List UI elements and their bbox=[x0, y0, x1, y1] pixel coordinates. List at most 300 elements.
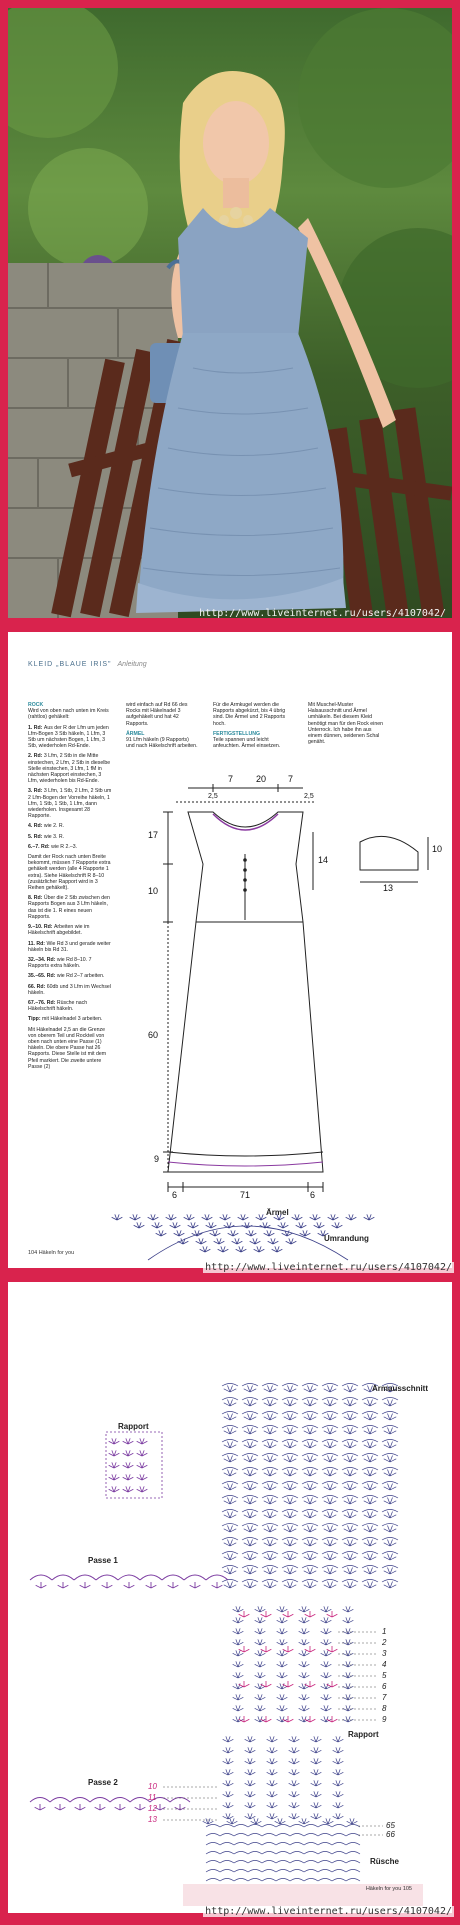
chain-arc bbox=[302, 1510, 318, 1513]
stitch-line bbox=[197, 1233, 202, 1236]
stitch-line bbox=[205, 1249, 210, 1252]
stitch-line bbox=[369, 1214, 371, 1220]
stitch-line bbox=[187, 1214, 189, 1220]
stitch-line bbox=[115, 1214, 117, 1220]
stitch-line bbox=[179, 1230, 181, 1236]
border-chart-label: Umrandung bbox=[324, 1234, 369, 1243]
chain-arc bbox=[342, 1398, 358, 1401]
stitch-line bbox=[157, 1222, 159, 1228]
chain-arc bbox=[322, 1412, 338, 1415]
chain-arc bbox=[276, 1861, 290, 1864]
stitch-line bbox=[210, 1233, 215, 1236]
chain-arc bbox=[140, 1575, 162, 1580]
chain-arc bbox=[382, 1510, 398, 1513]
chain-arc bbox=[362, 1538, 378, 1541]
chain-arc bbox=[276, 1843, 290, 1846]
chain-arc bbox=[242, 1426, 258, 1429]
stitch-line bbox=[296, 1225, 301, 1228]
chain-arc bbox=[276, 1834, 290, 1837]
stitch-line bbox=[283, 1614, 288, 1617]
chain-arc bbox=[282, 1510, 298, 1513]
chain-arc bbox=[276, 1879, 290, 1882]
chain-arc bbox=[262, 1398, 278, 1401]
chain-arc bbox=[222, 1552, 238, 1555]
chain-arc bbox=[242, 1496, 258, 1499]
chain-arc bbox=[262, 1454, 278, 1457]
stitch-line bbox=[214, 1241, 219, 1244]
chain-arc bbox=[222, 1524, 238, 1527]
stitch-line bbox=[95, 1807, 100, 1810]
stitch-line bbox=[283, 1225, 288, 1228]
sleeve-outline bbox=[148, 1226, 348, 1260]
stitch-line bbox=[215, 1233, 220, 1236]
chain-arc bbox=[130, 1798, 150, 1803]
stitch-line bbox=[140, 1807, 145, 1810]
chain-arc bbox=[242, 1384, 258, 1387]
stitch-line bbox=[173, 1585, 178, 1588]
chain-arc bbox=[322, 1426, 338, 1429]
stitch-line bbox=[189, 1214, 191, 1220]
stitch-line bbox=[287, 1233, 292, 1236]
dim-height-2: 10 bbox=[148, 886, 159, 896]
stitch-line bbox=[211, 1222, 213, 1228]
chain-arc bbox=[382, 1440, 398, 1443]
stitch-line bbox=[213, 1230, 215, 1236]
stitch-line bbox=[135, 1807, 140, 1810]
stitch-line bbox=[100, 1807, 105, 1810]
chain-arc bbox=[234, 1843, 248, 1846]
chain-arc bbox=[332, 1861, 346, 1864]
stitch-line bbox=[337, 1222, 339, 1228]
stitch-line bbox=[107, 1585, 112, 1588]
chain-arc bbox=[346, 1843, 360, 1846]
chain-arc bbox=[322, 1538, 338, 1541]
dim-shoulder-2: 2,5 bbox=[304, 793, 314, 800]
stitch-line bbox=[178, 1241, 183, 1244]
stitch-line bbox=[331, 1214, 333, 1220]
chain-arc bbox=[220, 1852, 234, 1855]
instruction-text: wie 3. R. bbox=[43, 833, 65, 840]
stitch-line bbox=[195, 1585, 200, 1588]
chain-arc bbox=[220, 1825, 234, 1828]
stitch-line bbox=[58, 1585, 63, 1588]
instruction-paragraph bbox=[28, 1027, 112, 1070]
stitch-line bbox=[211, 1225, 216, 1228]
photo-illustration bbox=[8, 8, 452, 618]
chain-arc bbox=[262, 1843, 276, 1846]
stitch-line bbox=[175, 1222, 177, 1228]
stitch-line bbox=[288, 1684, 293, 1687]
stitch-line bbox=[233, 1230, 235, 1236]
stitch-line bbox=[297, 1217, 302, 1220]
chain-arc bbox=[382, 1580, 398, 1583]
stitch-line bbox=[286, 1241, 291, 1244]
instruction-paragraph bbox=[28, 854, 112, 891]
chain-arc bbox=[302, 1552, 318, 1555]
instruction-paragraph bbox=[28, 725, 112, 750]
stitch-line bbox=[263, 1222, 265, 1228]
instruction-text: Aus der R der Lfm um jeden Lfm-Bogen 3 Stb häkeln, 1 Lfm, 3 Stb um nächsten Bogen, 1 Lfm, 3 Stb, wiederholen Rd-Ende. bbox=[28, 724, 109, 750]
row-number: 2 bbox=[382, 1638, 387, 1647]
chain-arc bbox=[276, 1870, 290, 1873]
chain-arc bbox=[262, 1468, 278, 1471]
stitch-line bbox=[192, 1233, 197, 1236]
chain-arc bbox=[262, 1852, 276, 1855]
chain-arc bbox=[342, 1538, 358, 1541]
chain-arc bbox=[220, 1834, 234, 1837]
chain-arc bbox=[322, 1566, 338, 1569]
stitch-line bbox=[364, 1217, 369, 1220]
chain-arc bbox=[342, 1552, 358, 1555]
chain-arc bbox=[262, 1870, 276, 1873]
stitch-line bbox=[233, 1233, 238, 1236]
instruction-paragraph bbox=[28, 753, 112, 784]
chain-arc bbox=[322, 1440, 338, 1443]
chain-arc bbox=[318, 1834, 332, 1837]
chain-arc bbox=[302, 1496, 318, 1499]
stitch-line bbox=[335, 1222, 337, 1228]
stitch-line bbox=[228, 1233, 233, 1236]
chain-arc bbox=[382, 1566, 398, 1569]
stitch-line bbox=[241, 1246, 243, 1252]
stitch-line bbox=[277, 1249, 282, 1252]
stitch-line bbox=[201, 1241, 206, 1244]
stitch-line bbox=[346, 1217, 351, 1220]
chain-arc bbox=[248, 1825, 262, 1828]
stitch-line bbox=[102, 1585, 107, 1588]
stitch-line bbox=[215, 1230, 217, 1236]
stitch-line bbox=[139, 1225, 144, 1228]
stitch-line bbox=[190, 1585, 195, 1588]
stitch-line bbox=[319, 1222, 321, 1228]
chain-arc bbox=[304, 1852, 318, 1855]
stitch-line bbox=[201, 1238, 203, 1244]
stitch-line bbox=[205, 1246, 207, 1252]
chain-arc bbox=[242, 1482, 258, 1485]
stitch-line bbox=[120, 1807, 125, 1810]
row-number: 9 bbox=[382, 1715, 387, 1724]
stitch-line bbox=[244, 1719, 249, 1722]
instruction-text: 3 Lfm, 1 Stb, 2 Lfm, 2 Stb um 2 Lfm-Bogen der Vorreihe häkeln, 1 Lfm, 1 Stb, 1 Stb, 1 Lfm, dann wiederholen. Insgesamt 28 Rapporte. bbox=[28, 788, 112, 820]
instruction-text: Damit der Rock nach unten Breite bekommt, müssen 7 Rapporte extra gehäkelt werden (alle 4 Rapporte 1 extra). Siehe Häkelschrift R 8–10 (zusätzlicher Rapport wird in 3 Reihen gehäkelt). bbox=[28, 854, 111, 892]
chain-arc bbox=[234, 1861, 248, 1864]
chain-arc bbox=[302, 1426, 318, 1429]
stitch-line bbox=[173, 1222, 175, 1228]
chain-arc bbox=[382, 1454, 398, 1457]
chain-arc bbox=[242, 1412, 258, 1415]
stitch-line bbox=[174, 1233, 179, 1236]
row-number: 5 bbox=[382, 1671, 387, 1680]
stitch-line bbox=[249, 1230, 251, 1236]
stitch-line bbox=[251, 1233, 256, 1236]
chain-arc bbox=[262, 1825, 276, 1828]
chain-arc bbox=[382, 1468, 398, 1471]
stitch-line bbox=[153, 1214, 155, 1220]
stitch-line bbox=[239, 1246, 241, 1252]
chain-arc bbox=[206, 1843, 220, 1846]
chain-arc bbox=[162, 1575, 184, 1580]
chain-arc bbox=[282, 1440, 298, 1443]
row-number: 1 bbox=[382, 1627, 387, 1636]
page3-watermark: http://www.liveinternet.ru/users/4107042/ bbox=[205, 1906, 452, 1917]
stitch-line bbox=[206, 1225, 211, 1228]
stitch-line bbox=[153, 1217, 158, 1220]
stitch-line bbox=[251, 1230, 253, 1236]
chain-arc bbox=[318, 1843, 332, 1846]
chain-arc bbox=[362, 1510, 378, 1513]
stitch-line bbox=[245, 1222, 247, 1228]
stitch-line bbox=[301, 1222, 303, 1228]
stitch-line bbox=[229, 1222, 231, 1228]
chain-arc bbox=[262, 1566, 278, 1569]
chain-arc bbox=[248, 1879, 262, 1882]
chain-arc bbox=[346, 1861, 360, 1864]
stitch-line bbox=[291, 1238, 293, 1244]
chain-arc bbox=[222, 1384, 238, 1387]
chain-arc bbox=[90, 1798, 110, 1803]
chain-arc bbox=[382, 1482, 398, 1485]
stitch-line bbox=[180, 1807, 185, 1810]
chain-arc bbox=[282, 1538, 298, 1541]
chain-arc bbox=[276, 1825, 290, 1828]
stitch-line bbox=[241, 1214, 243, 1220]
dim-top-1: 7 bbox=[228, 774, 234, 784]
chain-arc bbox=[304, 1834, 318, 1837]
stitch-line bbox=[237, 1238, 239, 1244]
instruction-heading: FERTIGSTELLUNG bbox=[213, 730, 260, 737]
instruction-paragraph bbox=[126, 702, 198, 727]
chain-arc bbox=[346, 1834, 360, 1837]
stitch-line bbox=[183, 1241, 188, 1244]
chain-arc bbox=[248, 1861, 262, 1864]
instruction-text: Rüsche nach Häkelschrift häkeln. bbox=[28, 999, 88, 1013]
chain-arc bbox=[248, 1870, 262, 1873]
stitch-line bbox=[217, 1585, 222, 1588]
stitch-line bbox=[333, 1214, 335, 1220]
stitch-line bbox=[168, 1585, 173, 1588]
chain-arc bbox=[206, 1852, 220, 1855]
stitch-line bbox=[295, 1214, 297, 1220]
chain-arc bbox=[234, 1852, 248, 1855]
stitch-line bbox=[239, 1614, 244, 1617]
stitch-line bbox=[218, 1249, 223, 1252]
chain-arc bbox=[362, 1412, 378, 1415]
stitch-line bbox=[279, 1217, 284, 1220]
stitch-line bbox=[137, 1222, 139, 1228]
stitch-line bbox=[169, 1214, 171, 1220]
model-photo bbox=[8, 8, 452, 618]
crochet-chart-page bbox=[8, 1282, 452, 1913]
stitch-line bbox=[369, 1217, 374, 1220]
row-number: 6 bbox=[382, 1682, 387, 1691]
stitch-line bbox=[200, 1249, 205, 1252]
chain-arc bbox=[262, 1510, 278, 1513]
instruction-heading: 9.–10. Rd: bbox=[28, 924, 54, 931]
stitch-line bbox=[310, 1614, 315, 1617]
stitch-line bbox=[285, 1230, 287, 1236]
instruction-paragraph bbox=[28, 834, 112, 840]
row-number: 12 bbox=[148, 1804, 157, 1813]
chain-arc bbox=[302, 1440, 318, 1443]
chain-arc bbox=[282, 1426, 298, 1429]
stitch-line bbox=[255, 1241, 260, 1244]
instruction-paragraph bbox=[28, 924, 112, 936]
chain-arc bbox=[342, 1412, 358, 1415]
chain-arc bbox=[290, 1825, 304, 1828]
row-number: 7 bbox=[382, 1693, 387, 1702]
dim-bottom-3: 6 bbox=[310, 1190, 316, 1200]
chain-arc bbox=[262, 1440, 278, 1443]
chain-arc bbox=[282, 1454, 298, 1457]
chain-arc bbox=[222, 1496, 238, 1499]
chain-arc bbox=[222, 1426, 238, 1429]
chain-arc bbox=[302, 1412, 318, 1415]
instruction-heading: 8. Rd: bbox=[28, 895, 44, 902]
label-rusche: Rüsche bbox=[370, 1857, 399, 1866]
chain-arc bbox=[206, 1834, 220, 1837]
stitch-line bbox=[332, 1684, 337, 1687]
instruction-text: wird einfach auf Rd 66 des Rocks mit Häkelnadel 3 aufgehäkelt und hat 42 Rapports. bbox=[126, 702, 188, 727]
label-armausschnitt: Armausschnitt bbox=[372, 1384, 429, 1393]
chain-arc bbox=[342, 1510, 358, 1513]
stitch-line bbox=[271, 1238, 273, 1244]
instruction-paragraph bbox=[28, 844, 112, 850]
stitch-line bbox=[272, 1249, 277, 1252]
stitch-line bbox=[337, 1225, 342, 1228]
stitch-line bbox=[289, 1238, 291, 1244]
chain-arc bbox=[242, 1398, 258, 1401]
stitch-line bbox=[219, 1238, 221, 1244]
stitch-line bbox=[151, 1585, 156, 1588]
instruction-text: mit Häkelnadel 3 arbeiten. bbox=[42, 1016, 103, 1023]
instruction-text: Wie Rd 3 und gerade weiter häkeln bis Rd 31. bbox=[28, 940, 111, 953]
chain-arc bbox=[304, 1879, 318, 1882]
label-passe-1: Passe 1 bbox=[88, 1556, 118, 1565]
stitch-line bbox=[161, 1230, 163, 1236]
instruction-paragraph bbox=[28, 984, 112, 996]
chain-arc bbox=[322, 1552, 338, 1555]
chain-arc bbox=[242, 1454, 258, 1457]
chain-arc bbox=[304, 1843, 318, 1846]
stitch-line bbox=[257, 1246, 259, 1252]
instruction-text: Mit Häkelnadel 2,5 an die Grenze von oberem Teil und Rockteil von oben nach unten eine Passe (1) häkeln. Die obere Passe hat 26 Rapports. Diese Stelle ist mit dem Pfeil markiert. Die zweite untere Passe (2) bbox=[28, 1026, 107, 1070]
chain-arc bbox=[242, 1566, 258, 1569]
chain-arc bbox=[322, 1398, 338, 1401]
chain-arc bbox=[220, 1870, 234, 1873]
text-column-1 bbox=[28, 702, 112, 1074]
stitch-line bbox=[152, 1225, 157, 1228]
row-number: 13 bbox=[148, 1815, 157, 1824]
chain-arc bbox=[362, 1580, 378, 1583]
chain-arc bbox=[262, 1552, 278, 1555]
instructions-page bbox=[8, 632, 452, 1268]
chain-arc bbox=[262, 1524, 278, 1527]
chain-arc bbox=[282, 1384, 298, 1387]
chain-arc bbox=[276, 1852, 290, 1855]
stitch-line bbox=[203, 1246, 205, 1252]
stitch-line bbox=[269, 1230, 271, 1236]
row-number: 8 bbox=[382, 1704, 387, 1713]
stitch-line bbox=[40, 1807, 45, 1810]
stitch-line bbox=[315, 1217, 320, 1220]
instruction-heading: 66. Rd: bbox=[28, 983, 47, 990]
stitch-line bbox=[243, 1214, 245, 1220]
stitch-line bbox=[305, 1614, 310, 1617]
instruction-heading: 6.–7. Rd: bbox=[28, 843, 52, 850]
stitch-line bbox=[281, 1222, 283, 1228]
chain-arc bbox=[362, 1454, 378, 1457]
stitch-line bbox=[264, 1233, 269, 1236]
stitch-line bbox=[80, 1807, 85, 1810]
chain-arc bbox=[282, 1482, 298, 1485]
chain-arc bbox=[318, 1861, 332, 1864]
stitch-line bbox=[266, 1684, 271, 1687]
stitch-line bbox=[161, 1233, 166, 1236]
instruction-text: Teile spannen und leicht anfeuchten. Ärmel einsetzen. bbox=[213, 737, 281, 750]
dim-sleeve-width: 13 bbox=[383, 883, 394, 893]
chain-arc bbox=[234, 1834, 248, 1837]
stitch-line bbox=[188, 1225, 193, 1228]
stitch-line bbox=[232, 1241, 237, 1244]
stitch-line bbox=[196, 1241, 201, 1244]
stitch-line bbox=[310, 1217, 315, 1220]
stitch-line bbox=[259, 1214, 261, 1220]
stitch-line bbox=[85, 1585, 90, 1588]
stitch-line bbox=[193, 1222, 195, 1228]
dim-bodice-side: 14 bbox=[318, 855, 329, 865]
dim-top-2: 20 bbox=[256, 774, 267, 784]
chain-arc bbox=[322, 1580, 338, 1583]
stitch-line bbox=[157, 1225, 162, 1228]
chain-arc bbox=[322, 1496, 338, 1499]
chain-arc bbox=[282, 1580, 298, 1583]
stitch-line bbox=[166, 1217, 171, 1220]
stitch-line bbox=[244, 1614, 249, 1617]
chain-arc bbox=[332, 1843, 346, 1846]
page-footer-left: 104 Häkeln for you bbox=[28, 1249, 75, 1256]
stitch-line bbox=[146, 1585, 151, 1588]
row-number: 11 bbox=[148, 1793, 157, 1802]
stitch-line bbox=[283, 1222, 285, 1228]
chain-arc bbox=[262, 1384, 278, 1387]
chain-arc bbox=[318, 1870, 332, 1873]
chain-arc bbox=[362, 1496, 378, 1499]
stitch-line bbox=[139, 1222, 141, 1228]
stitch-line bbox=[224, 1225, 229, 1228]
stitch-line bbox=[243, 1217, 248, 1220]
stitch-line bbox=[135, 1214, 137, 1220]
chain-arc bbox=[220, 1843, 234, 1846]
stitch-line bbox=[292, 1217, 297, 1220]
stitch-line bbox=[171, 1214, 173, 1220]
chain-arc bbox=[262, 1496, 278, 1499]
instruction-text: Für die Armkugel werden die Rapports abgekürzt, bis 4 übrig sind. Die Ärmel und 2 Rapports hoch. bbox=[213, 702, 286, 727]
chain-arc bbox=[362, 1468, 378, 1471]
stitch-line bbox=[225, 1217, 230, 1220]
stitch-line bbox=[310, 1649, 315, 1652]
chain-arc bbox=[262, 1538, 278, 1541]
stitch-line bbox=[244, 1649, 249, 1652]
stitch-line bbox=[223, 1214, 225, 1220]
instruction-heading: 11. Rd: bbox=[28, 940, 47, 947]
stitch-line bbox=[259, 1249, 264, 1252]
chain-arc bbox=[322, 1482, 338, 1485]
instruction-paragraph bbox=[28, 941, 112, 953]
stitch-line bbox=[170, 1225, 175, 1228]
chain-arc bbox=[342, 1496, 358, 1499]
stitch-line bbox=[349, 1214, 351, 1220]
instruction-text: wie Rd 8–10. 7 Rapports extra häkeln. bbox=[28, 956, 92, 970]
